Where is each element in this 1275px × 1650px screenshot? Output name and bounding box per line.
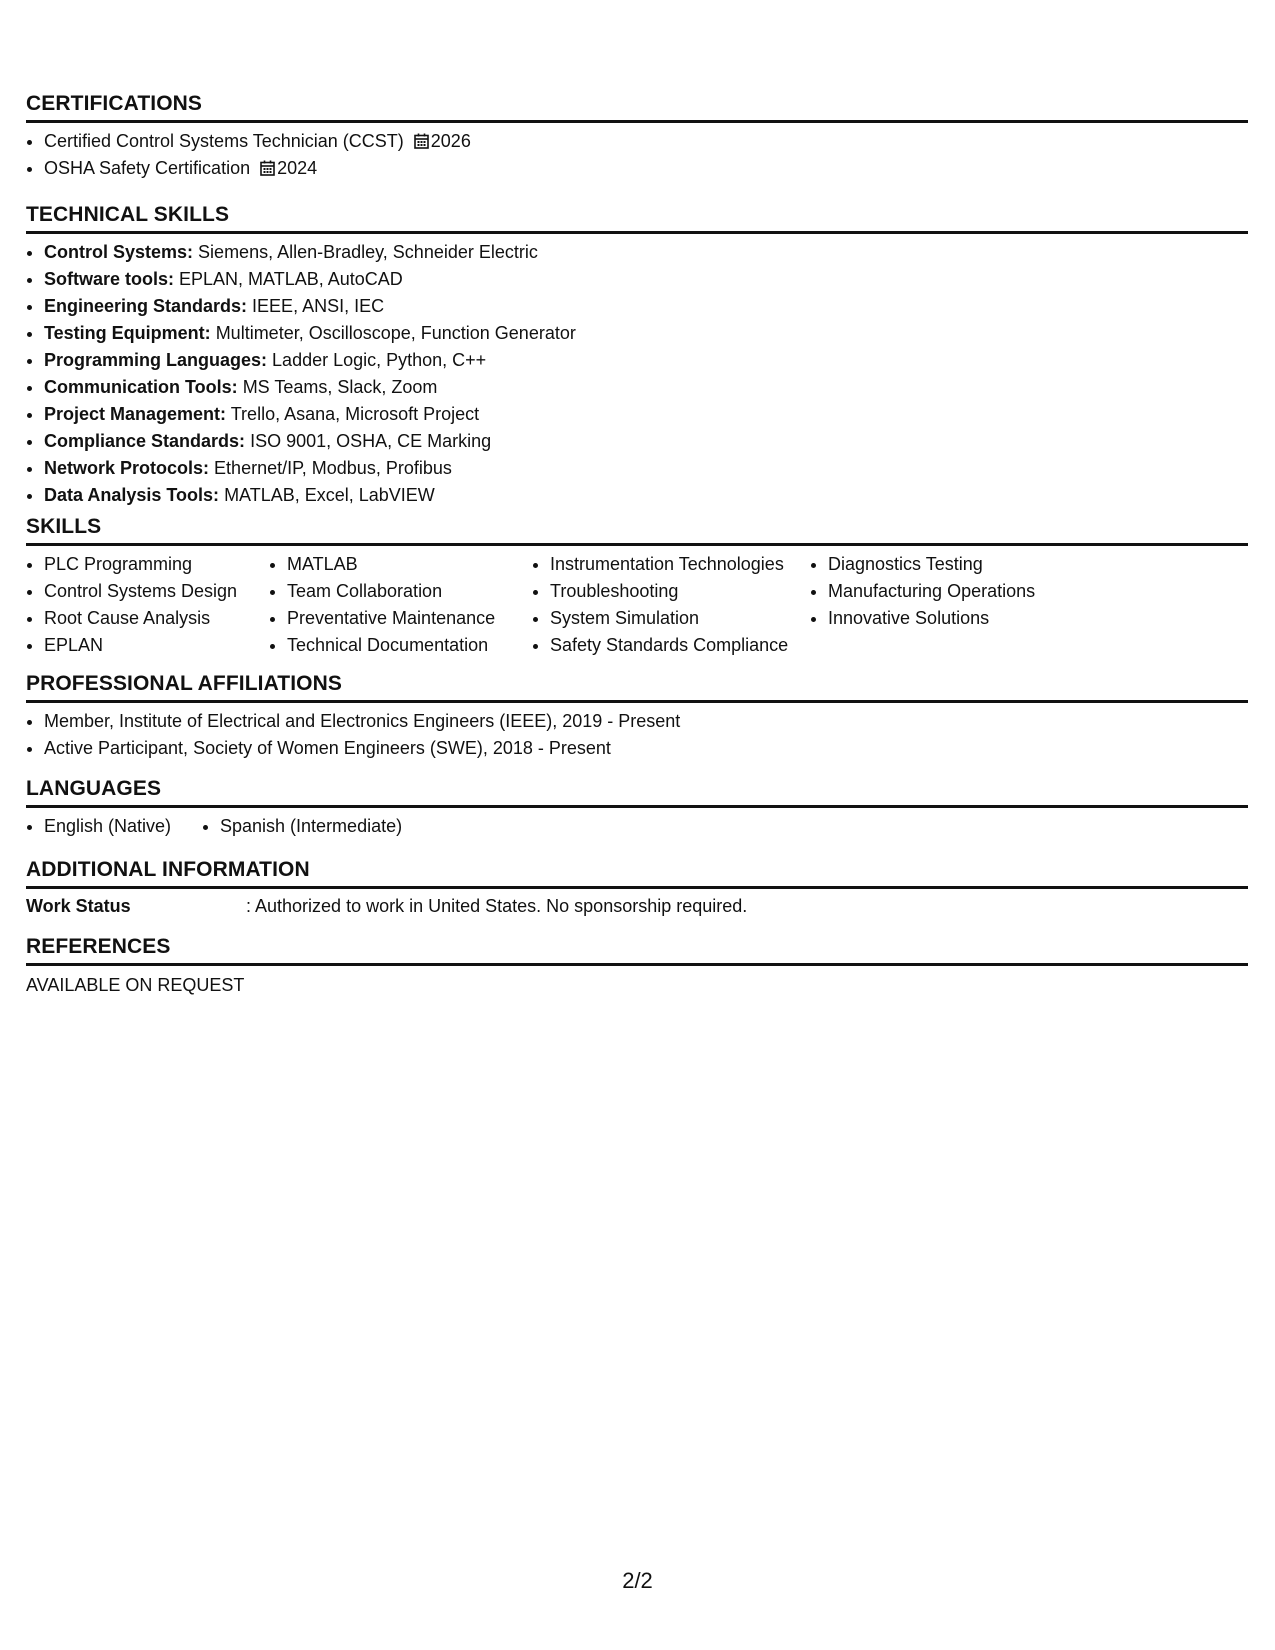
languages-row	[26, 813, 1248, 840]
skills-column	[269, 551, 532, 659]
certifications-list	[26, 128, 1248, 182]
skill-category: Software tools:	[44, 269, 175, 289]
references-section	[26, 935, 1248, 999]
list-item: • Preventative Maintenance	[287, 605, 532, 632]
list-item	[44, 401, 1248, 428]
section-title-references: REFERENCES	[26, 935, 1248, 966]
list-item	[44, 455, 1248, 482]
section-title-certifications: CERTIFICATIONS	[26, 92, 1248, 123]
section-title-additional-info: ADDITIONAL INFORMATION	[26, 858, 1248, 889]
list-item: • Root Cause Analysis	[44, 605, 269, 632]
certification-year: 2026	[430, 131, 471, 151]
references-text: AVAILABLE ON REQUEST	[26, 975, 245, 995]
list-item: • Member, Institute of Electrical and Electronics Engineers (IEEE), 2019 - Present	[44, 708, 1248, 735]
section-title-technical-skills: TECHNICAL SKILLS	[26, 203, 1248, 234]
list-item	[44, 428, 1248, 455]
language-item: • English (Native)	[44, 813, 202, 840]
skill-values: Ladder Logic, Python, C++	[272, 350, 487, 370]
certifications-section	[26, 92, 1248, 182]
skill-values: IEEE, ANSI, IEC	[252, 296, 385, 316]
skills-column	[810, 551, 1088, 659]
skill-values: EPLAN, MATLAB, AutoCAD	[179, 269, 403, 289]
skill-category: Communication Tools:	[44, 377, 238, 397]
certification-name: Certified Control Systems Technician (CCST)	[44, 131, 404, 151]
technical-skills-section	[26, 203, 1248, 509]
list-item: • Instrumentation Technologies	[550, 551, 810, 578]
page-number: 2/2	[622, 1568, 653, 1593]
list-item	[44, 374, 1248, 401]
languages-column	[202, 813, 402, 840]
skills-section	[26, 515, 1248, 659]
skill-category: Control Systems:	[44, 242, 194, 262]
skills-grid	[26, 551, 1248, 659]
list-item: • Control Systems Design	[44, 578, 269, 605]
list-item: • Innovative Solutions	[828, 605, 1088, 632]
list-item	[44, 155, 1248, 182]
list-item: • Technical Documentation	[287, 632, 532, 659]
skill-category: Data Analysis Tools:	[44, 485, 220, 505]
skill-values: Siemens, Allen-Bradley, Schneider Electric	[198, 242, 538, 262]
calendar-icon	[414, 133, 429, 149]
certification-year: 2024	[277, 158, 318, 178]
list-item: • PLC Programming	[44, 551, 269, 578]
list-item	[44, 320, 1248, 347]
skill-values: Multimeter, Oscilloscope, Function Generator	[215, 323, 576, 343]
calendar-icon	[260, 160, 275, 176]
work-status-label: Work Status	[26, 896, 131, 916]
list-item	[44, 293, 1248, 320]
list-item: • Safety Standards Compliance	[550, 632, 810, 659]
skill-values: Trello, Asana, Microsoft Project	[230, 404, 480, 424]
skills-column	[26, 551, 269, 659]
list-item: • EPLAN	[44, 632, 269, 659]
skill-values: ISO 9001, OSHA, CE Marking	[250, 431, 492, 451]
technical-skills-list	[26, 239, 1248, 509]
list-item	[44, 347, 1248, 374]
skill-values: MATLAB, Excel, LabVIEW	[224, 485, 435, 505]
affiliations-section	[26, 672, 1248, 762]
section-title-languages: LANGUAGES	[26, 777, 1248, 808]
list-item	[44, 266, 1248, 293]
skill-category: Project Management:	[44, 404, 227, 424]
skill-values: Ethernet/IP, Modbus, Profibus	[214, 458, 452, 478]
skill-category: Programming Languages:	[44, 350, 268, 370]
skill-category: Testing Equipment:	[44, 323, 211, 343]
list-item: • Troubleshooting	[550, 578, 810, 605]
work-status-row	[26, 893, 1248, 920]
skill-category: Network Protocols:	[44, 458, 210, 478]
languages-column	[26, 813, 202, 840]
skill-category: Engineering Standards:	[44, 296, 248, 316]
additional-info-section	[26, 858, 1248, 920]
section-title-affiliations: PROFESSIONAL AFFILIATIONS	[26, 672, 1248, 703]
list-item: • Active Participant, Society of Women Engineers (SWE), 2018 - Present	[44, 735, 1248, 762]
list-item: • Manufacturing Operations	[828, 578, 1088, 605]
list-item	[44, 239, 1248, 266]
section-title-skills: SKILLS	[26, 515, 1248, 546]
work-status-value: : Authorized to work in United States. No sponsorship required.	[246, 896, 748, 916]
certification-name: OSHA Safety Certification	[44, 158, 251, 178]
list-item: • Diagnostics Testing	[828, 551, 1088, 578]
affiliations-list	[26, 708, 1248, 762]
languages-section	[26, 777, 1248, 840]
skills-column	[532, 551, 810, 659]
skill-category: Compliance Standards:	[44, 431, 246, 451]
list-item	[44, 482, 1248, 509]
list-item: • Team Collaboration	[287, 578, 532, 605]
skill-values: MS Teams, Slack, Zoom	[242, 377, 438, 397]
list-item: • System Simulation	[550, 605, 810, 632]
list-item: • MATLAB	[287, 551, 532, 578]
list-item	[44, 128, 1248, 155]
language-item: • Spanish (Intermediate)	[220, 813, 402, 840]
